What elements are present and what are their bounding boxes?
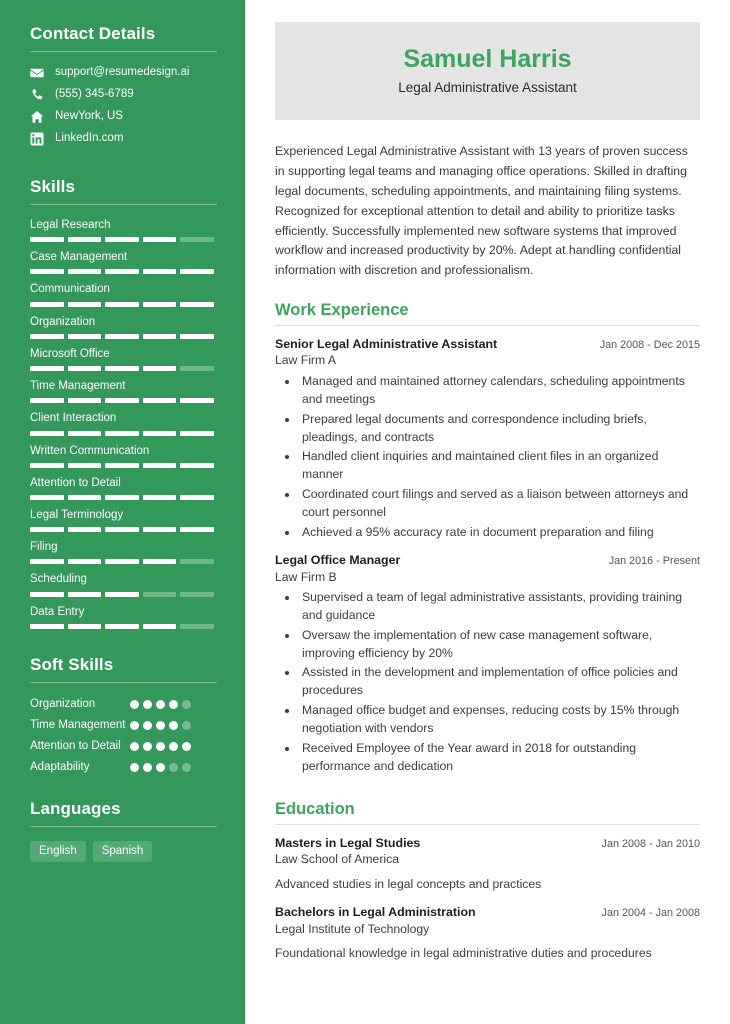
entry-bullet: • Oversaw the implementation of new case management software, improving efficiency by 20% <box>299 627 700 663</box>
phone-icon <box>30 88 44 102</box>
skill-bar-segment <box>68 269 102 274</box>
work-experience-section <box>275 301 700 775</box>
soft-skill-rating <box>130 718 192 730</box>
skill-bar-segment <box>105 398 139 403</box>
entry-bullet: • Managed office budget and expenses, reducing costs by 15% through negotiation with vendors <box>299 702 700 738</box>
entry-bullet-list <box>275 589 700 775</box>
contact-item[interactable] <box>30 66 217 80</box>
contact-item-text: (555) 345-6789 <box>55 88 134 101</box>
skill-bar-segment <box>143 527 177 532</box>
skill-bar-segment <box>180 237 214 242</box>
entry-organization: Legal Institute of Technology <box>275 921 430 936</box>
skill-item <box>30 251 217 274</box>
entry-date: Jan 2008 - Jan 2010 <box>601 838 700 851</box>
contact-item[interactable] <box>30 88 217 102</box>
contact-list <box>30 66 217 146</box>
skill-bar-segment <box>68 334 102 339</box>
skills-list <box>30 219 217 629</box>
entry-header <box>275 904 700 920</box>
entry-header <box>275 552 700 568</box>
skill-level-bar <box>30 624 214 629</box>
skill-bar-segment <box>68 302 102 307</box>
skill-bar-segment <box>180 398 214 403</box>
entry-bullet: • Prepared legal documents and correspondence including briefs, pleadings, and contracts <box>299 411 700 447</box>
skill-level-bar <box>30 237 214 242</box>
rating-dot <box>169 763 178 772</box>
skill-label: Case Management <box>30 251 128 264</box>
entry-date: Jan 2016 - Present <box>608 555 700 568</box>
languages-section <box>30 799 217 863</box>
entry-date: Jan 2004 - Jan 2008 <box>601 907 700 920</box>
skill-bar-segment <box>30 495 64 500</box>
skill-bar-segment <box>30 624 64 629</box>
languages-heading: Languages <box>30 798 121 818</box>
skill-bar-segment <box>68 463 102 468</box>
entry-title: Bachelors in Legal Administration <box>275 905 476 920</box>
soft-skill-rating <box>130 697 192 709</box>
skill-bar-segment <box>143 592 177 597</box>
soft-skill-rating <box>130 739 192 751</box>
skill-bar-segment <box>180 431 214 436</box>
skill-bar-segment <box>30 334 64 339</box>
skill-bar-segment <box>143 559 177 564</box>
name-card <box>275 22 700 120</box>
entry-bullet: • Achieved a 95% accuracy rate in document preparation and filing <box>299 524 700 542</box>
rating-dot <box>143 700 152 709</box>
skill-bar-segment <box>180 334 214 339</box>
skills-section <box>30 177 217 629</box>
entry-organization: Law Firm B <box>275 569 337 584</box>
skill-bar-segment <box>143 269 177 274</box>
skill-label: Filing <box>30 541 58 554</box>
sidebar <box>0 0 245 1024</box>
skill-bar-segment <box>143 237 177 242</box>
entry-bullet: • Supervised a team of legal administrative assistants, providing training and guidance <box>299 589 700 625</box>
skill-bar-segment <box>30 431 64 436</box>
education-section <box>275 800 700 962</box>
soft-skills-section <box>30 655 217 776</box>
rating-dot <box>143 742 152 751</box>
skill-bar-segment <box>68 366 102 371</box>
skill-label: Written Communication <box>30 444 150 457</box>
rating-dot <box>130 721 139 730</box>
skill-bar-segment <box>30 302 64 307</box>
rating-dot <box>156 763 165 772</box>
skill-bar-segment <box>68 431 102 436</box>
entry-title: Masters in Legal Studies <box>275 836 421 851</box>
skill-bar-segment <box>180 302 214 307</box>
skill-item <box>30 219 217 242</box>
languages-divider <box>30 826 217 827</box>
skill-bar-segment <box>30 237 64 242</box>
skill-bar-segment <box>68 559 102 564</box>
entry-header <box>275 835 700 851</box>
skill-bar-segment <box>30 366 64 371</box>
rating-dot <box>156 742 165 751</box>
skill-bar-segment <box>180 624 214 629</box>
skill-bar-segment <box>30 269 64 274</box>
skill-label: Organization <box>30 315 96 328</box>
rating-dot <box>182 763 191 772</box>
rating-dot <box>182 700 191 709</box>
skill-bar-segment <box>143 495 177 500</box>
soft-skill-item <box>30 718 217 733</box>
soft-skill-item <box>30 760 217 775</box>
skill-level-bar <box>30 269 214 274</box>
skill-bar-segment <box>105 269 139 274</box>
skill-level-bar <box>30 398 214 403</box>
skill-item <box>30 348 217 371</box>
soft-skills-list <box>30 697 217 776</box>
skill-bar-segment <box>105 302 139 307</box>
rating-dot <box>156 700 165 709</box>
skill-bar-segment <box>180 592 214 597</box>
entry-title: Legal Office Manager <box>275 553 401 568</box>
soft-skill-label: Time Management <box>30 719 126 732</box>
rating-dot <box>182 721 191 730</box>
soft-skill-label: Adaptability <box>30 761 90 774</box>
education-divider <box>275 824 700 825</box>
skill-item <box>30 509 217 532</box>
entry-date: Jan 2008 - Dec 2015 <box>599 339 700 352</box>
contact-item[interactable] <box>30 132 217 146</box>
soft-skill-rating <box>130 760 192 772</box>
skill-bar-segment <box>68 398 102 403</box>
entry-organization: Law Firm A <box>275 353 336 368</box>
skill-label: Legal Research <box>30 219 111 231</box>
skill-item <box>30 283 217 306</box>
skill-bar-segment <box>30 527 64 532</box>
rating-dot <box>169 700 178 709</box>
skill-label: Client Interaction <box>30 412 117 425</box>
entry-description: Advanced studies in legal concepts and practices <box>275 877 542 892</box>
entry-bullet: • Coordinated court filings and served as a liaison between attorneys and court personnel <box>299 486 700 522</box>
skill-item <box>30 445 217 468</box>
skill-bar-segment <box>105 463 139 468</box>
skill-bar-segment <box>143 366 177 371</box>
skill-bar-segment <box>180 527 214 532</box>
skill-bar-segment <box>30 592 64 597</box>
contact-item-text: support@resumedesign.ai <box>55 66 190 79</box>
skill-bar-segment <box>30 559 64 564</box>
rating-dot <box>169 742 178 751</box>
entry-organization: Law School of America <box>275 852 399 867</box>
skill-level-bar <box>30 302 214 307</box>
entry-bullet: • Received Employee of the Year award in 2018 for outstanding performance and dedication <box>299 740 700 776</box>
skill-label: Legal Terminology <box>30 508 124 521</box>
skill-bar-segment <box>105 527 139 532</box>
entry-bullet: • Handled client inquiries and maintained client files in an organized manner <box>299 448 700 484</box>
skills-divider <box>30 204 217 205</box>
skill-item <box>30 573 217 596</box>
skill-bar-segment <box>105 624 139 629</box>
linkedin-icon <box>30 132 44 146</box>
skill-bar-segment <box>143 431 177 436</box>
skill-bar-segment <box>105 592 139 597</box>
education-entry <box>275 835 700 893</box>
skill-label: Microsoft Office <box>30 347 110 360</box>
skill-item <box>30 316 217 339</box>
skill-bar-segment <box>68 624 102 629</box>
main-content <box>245 0 730 1024</box>
skill-bar-segment <box>180 269 214 274</box>
contact-item[interactable] <box>30 110 217 124</box>
skill-label: Time Management <box>30 380 126 393</box>
skill-bar-segment <box>105 237 139 242</box>
soft-skills-divider <box>30 682 217 683</box>
entry-header <box>275 336 700 352</box>
education-heading: Education <box>275 800 355 819</box>
skill-bar-segment <box>68 237 102 242</box>
skill-bar-segment <box>68 527 102 532</box>
education-list <box>275 835 700 962</box>
work-experience-divider <box>275 325 700 326</box>
languages-list <box>30 841 217 863</box>
entry-bullet: • Assisted in the development and implementation of office policies and procedures <box>299 664 700 700</box>
rating-dot <box>130 700 139 709</box>
contact-details-heading: Contact Details <box>30 24 156 43</box>
skill-bar-segment <box>180 366 214 371</box>
contact-item-text: LinkedIn.com <box>55 132 124 145</box>
skill-bar-segment <box>105 495 139 500</box>
entry-bullet: • Managed and maintained attorney calendars, scheduling appointments and meetings <box>299 373 700 409</box>
skill-bar-segment <box>105 431 139 436</box>
work-experience-heading: Work Experience <box>275 301 409 320</box>
rating-dot <box>156 721 165 730</box>
contact-details-section <box>30 24 217 146</box>
skill-item <box>30 606 217 629</box>
skill-level-bar <box>30 431 214 436</box>
envelope-icon <box>30 66 44 80</box>
skill-bar-segment <box>143 334 177 339</box>
skill-bar-segment <box>180 463 214 468</box>
rating-dot <box>143 721 152 730</box>
work-experience-entry <box>275 336 700 541</box>
candidate-job-title: Legal Administrative Assistant <box>398 79 577 95</box>
skill-bar-segment <box>143 463 177 468</box>
skill-level-bar <box>30 366 214 371</box>
skill-label: Communication <box>30 283 110 296</box>
skill-bar-segment <box>30 398 64 403</box>
candidate-name: Samuel Harris <box>403 45 572 73</box>
skill-label: Scheduling <box>30 573 87 586</box>
rating-dot <box>169 721 178 730</box>
skill-bar-segment <box>143 302 177 307</box>
skill-level-bar <box>30 559 214 564</box>
work-experience-list <box>275 336 700 775</box>
skill-label: Data Entry <box>30 605 85 618</box>
soft-skill-label: Organization <box>30 697 96 710</box>
skill-level-bar <box>30 592 214 597</box>
skill-bar-segment <box>180 559 214 564</box>
skill-bar-segment <box>143 624 177 629</box>
work-experience-entry <box>275 552 700 775</box>
rating-dot <box>130 742 139 751</box>
skill-bar-segment <box>105 559 139 564</box>
entry-title: Senior Legal Administrative Assistant <box>275 337 498 352</box>
skill-bar-segment <box>143 398 177 403</box>
skill-level-bar <box>30 527 214 532</box>
contact-details-divider <box>30 51 217 52</box>
skill-item <box>30 412 217 435</box>
rating-dot <box>130 763 139 772</box>
soft-skill-item <box>30 739 217 754</box>
contact-item-text: NewYork, US <box>55 110 123 123</box>
soft-skills-heading: Soft Skills <box>30 654 114 674</box>
soft-skill-item <box>30 697 217 712</box>
skill-item <box>30 541 217 564</box>
professional-summary: Experienced Legal Administrative Assistant with 13 years of proven success in supporting legal teams and managing office operations. Skilled in drafting legal documents, scheduling appointments, and maintaining filing systems. Recognized for exceptional attention to detail and ability to prioritize tasks efficiently. Successfully implemented new software systems that improved workflow and increased productivity by 20%. Adept at handling confidential information with discretion and professionalism. <box>275 143 688 278</box>
language-pill[interactable]: Spanish <box>93 841 153 863</box>
language-pill[interactable]: English <box>30 841 86 863</box>
skill-item <box>30 380 217 403</box>
skill-level-bar <box>30 463 214 468</box>
soft-skill-label: Attention to Detail <box>30 740 121 753</box>
skill-label: Attention to Detail <box>30 476 121 489</box>
entry-description: Foundational knowledge in legal administrative duties and procedures <box>275 946 652 961</box>
skill-bar-segment <box>105 334 139 339</box>
skill-bar-segment <box>180 495 214 500</box>
rating-dot <box>143 763 152 772</box>
home-icon <box>30 110 44 124</box>
skill-item <box>30 477 217 500</box>
skill-bar-segment <box>68 495 102 500</box>
skill-bar-segment <box>105 366 139 371</box>
skill-bar-segment <box>68 592 102 597</box>
skill-level-bar <box>30 495 214 500</box>
education-entry <box>275 904 700 962</box>
skills-heading: Skills <box>30 177 76 196</box>
rating-dot <box>182 742 191 751</box>
skill-level-bar <box>30 334 214 339</box>
skill-bar-segment <box>30 463 64 468</box>
entry-bullet-list <box>275 373 700 541</box>
